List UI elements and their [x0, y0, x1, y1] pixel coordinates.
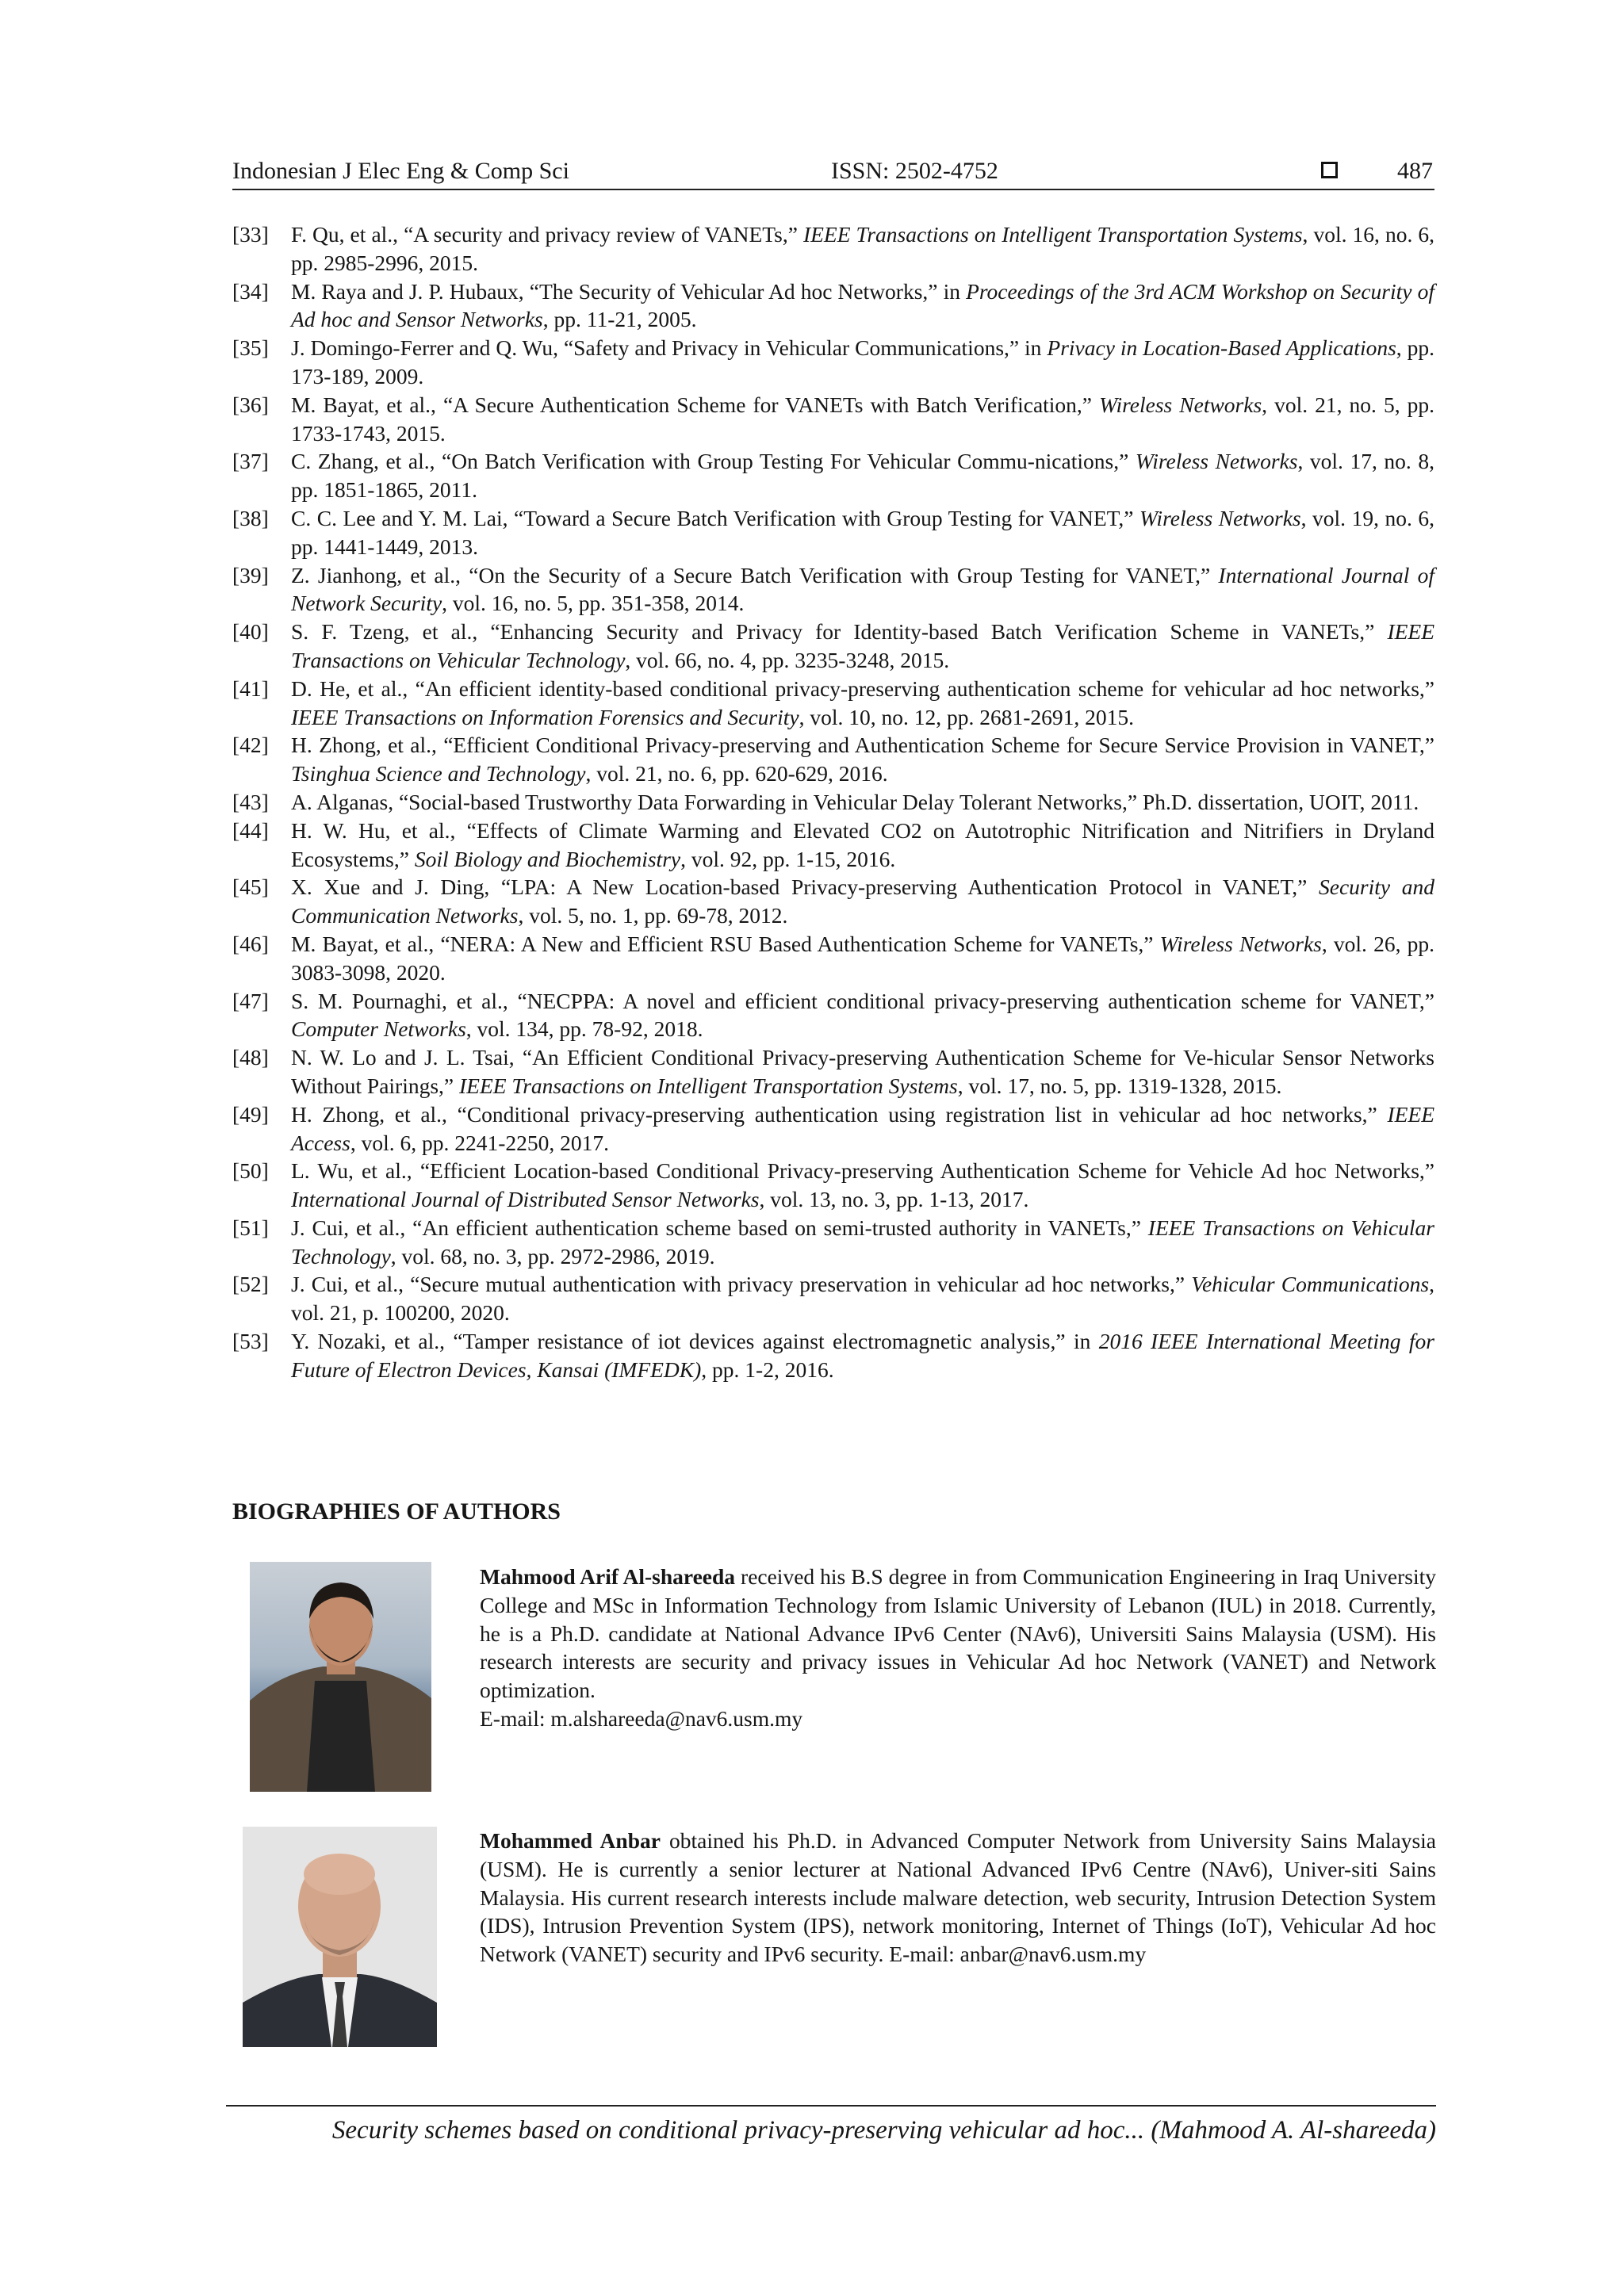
- reference-number: [44]: [232, 817, 269, 843]
- reference-text: [291, 676, 1434, 729]
- reference-venue: Wireless Networks: [1159, 931, 1322, 956]
- reference-text: [291, 790, 1419, 814]
- reference-number: [35]: [232, 335, 269, 361]
- reference-venue: Vehicular Communications: [1191, 1272, 1430, 1297]
- reference-text: [291, 1045, 1434, 1098]
- reference-text: [291, 392, 1434, 446]
- reference-item: [232, 1100, 1434, 1158]
- reference-text: [291, 874, 1434, 928]
- reference-venue: 2016 IEEE International Meeting for Future of Electron Devices, Kansai (IMFEDK): [291, 1329, 1434, 1382]
- reference-authors-title: J. Cui, et al., “Secure mutual authentication with privacy preservation in vehicular ad hoc networks,”: [291, 1272, 1192, 1297]
- reference-text: [291, 449, 1434, 502]
- reference-number: [51]: [232, 1215, 269, 1240]
- author-email: E-mail: m.alshareeda@nav6.usm.my: [480, 1705, 803, 1731]
- reference-details: , vol. 68, no. 3, pp. 2972-2986, 2019.: [390, 1243, 715, 1269]
- reference-authors-title: D. He, et al., “An efficient identity-based conditional privacy-preserving authentication scheme for vehicular ad hoc networks,”: [291, 675, 1434, 701]
- reference-number: [39]: [232, 562, 269, 587]
- reference-number: [52]: [232, 1272, 269, 1297]
- journal-name: Indonesian J Elec Eng & Comp Sci: [232, 158, 569, 184]
- reference-authors-title: F. Qu, et al., “A security and privacy review of VANETs,”: [291, 222, 803, 247]
- reference-venue: IEEE Transactions on Intelligent Transportation Systems: [802, 222, 1303, 247]
- reference-authors-title: Y. Nozaki, et al., “Tamper resistance of iot devices against electromagnetic analysis,” in: [291, 1329, 1099, 1354]
- reference-text: [291, 506, 1434, 559]
- reference-venue: Privacy in Location-Based Applications: [1047, 335, 1396, 361]
- reference-item: [232, 220, 1434, 277]
- reference-details: , pp. 1-2, 2016.: [701, 1357, 834, 1382]
- reference-item: [232, 504, 1434, 561]
- reference-item: [232, 788, 1434, 817]
- reference-number: [45]: [232, 874, 269, 900]
- footer-rule: [226, 2105, 1436, 2107]
- reference-details: , vol. 6, pp. 2241-2250, 2017.: [350, 1130, 610, 1155]
- reference-text: [291, 818, 1434, 871]
- author-bio-anbar: [480, 1827, 1436, 1969]
- reference-number: [38]: [232, 505, 269, 530]
- reference-venue: Wireless Networks: [1099, 392, 1262, 417]
- reference-venue: Wireless Networks: [1135, 449, 1298, 474]
- reference-text: [291, 279, 1434, 332]
- reference-number: [37]: [232, 449, 269, 474]
- reference-authors-title: J. Cui, et al., “An efficient authentication scheme based on semi-trusted authority in VANETs,”: [291, 1215, 1148, 1240]
- reference-number: [49]: [232, 1101, 269, 1127]
- reference-text: [291, 335, 1434, 388]
- author-name: Mohammed Anbar: [480, 1828, 661, 1853]
- reference-item: [232, 930, 1434, 987]
- running-header: [232, 151, 1434, 190]
- reference-venue: IEEE Access: [291, 1101, 1434, 1155]
- reference-item: [232, 618, 1434, 675]
- reference-authors-title: J. Domingo-Ferrer and Q. Wu, “Safety and Privacy in Vehicular Communications,” in: [291, 335, 1048, 361]
- reference-authors-title: Z. Jianhong, et al., “On the Security of a Secure Batch Verification with Group Testing for VANET,”: [291, 562, 1219, 587]
- reference-authors-title: M. Raya and J. P. Hubaux, “The Security of Vehicular Ad hoc Networks,” in: [291, 278, 967, 304]
- author-name: Mahmood Arif Al-shareeda: [480, 1564, 736, 1589]
- reference-text: [291, 563, 1434, 616]
- reference-venue: Tsinghua Science and Technology: [291, 761, 586, 786]
- reference-item: [232, 987, 1434, 1044]
- reference-details: , vol. 66, no. 4, pp. 3235-3248, 2015.: [625, 647, 950, 672]
- reference-authors-title: N. W. Lo and J. L. Tsai, “An Efficient Conditional Privacy-preserving Authentication Scheme for Ve-hicular Sensor Networks Without Pairings,”: [291, 1045, 1434, 1098]
- reference-details: , vol. 26, pp. 3083-3098, 2020.: [291, 931, 1434, 985]
- reference-text: [291, 989, 1434, 1042]
- reference-text: [291, 222, 1434, 275]
- reference-venue: Proceedings of the 3rd ACM Workshop on Security of Ad hoc and Sensor Networks: [291, 278, 1434, 332]
- reference-text: [291, 932, 1434, 985]
- reference-authors-title: H. W. Hu, et al., “Effects of Climate Warming and Elevated CO2 on Autotrophic Nitrification and Nitrifiers in Dryland Ecosystems,”: [291, 817, 1434, 871]
- reference-number: [33]: [232, 222, 269, 247]
- reference-details: , vol. 16, no. 5, pp. 351-358, 2014.: [442, 591, 745, 616]
- reference-venue: International Journal of Distributed Sensor Networks: [291, 1187, 760, 1212]
- reference-text: [291, 1158, 1434, 1211]
- reference-item: [232, 1270, 1434, 1327]
- reference-authors-title: H. Zhong, et al., “Efficient Conditional Privacy-preserving and Authentication Scheme for Secure Service Provision in VANET,”: [291, 733, 1434, 758]
- reference-text: [291, 1215, 1434, 1269]
- reference-item: [232, 873, 1434, 930]
- reference-details: , vol. 17, no. 8, pp. 1851-1865, 2011.: [291, 449, 1434, 503]
- reference-text: [291, 1272, 1434, 1325]
- running-footer: Security schemes based on conditional privacy-preserving vehicular ad hoc... (Mahmood A. Al-shareeda): [331, 2116, 1436, 2145]
- reference-details: , vol. 19, no. 6, pp. 1441-1449, 2013.: [291, 505, 1435, 559]
- reference-authors-title: S. M. Pournaghi, et al., “NECPPA: A novel and efficient conditional privacy-preserving authentication scheme for VANET,”: [291, 988, 1434, 1013]
- reference-details: , vol. 134, pp. 78-92, 2018.: [465, 1016, 703, 1042]
- reference-number: [50]: [232, 1158, 269, 1184]
- reference-text: [291, 619, 1434, 672]
- reference-item: [232, 334, 1434, 391]
- reference-number: [40]: [232, 619, 269, 645]
- reference-details: , vol. 21, no. 6, pp. 620-629, 2016.: [585, 761, 888, 786]
- reference-item: [232, 391, 1434, 448]
- reference-number: [36]: [232, 392, 269, 417]
- reference-details: , vol. 16, no. 6, pp. 2985-2996, 2015.: [291, 222, 1435, 275]
- reference-item: [232, 1327, 1434, 1384]
- reference-authors-title: C. Zhang, et al., “On Batch Verification with Group Testing For Vehicular Commu-nications,”: [291, 449, 1136, 474]
- reference-item: [232, 1214, 1434, 1271]
- reference-number: [47]: [232, 988, 269, 1013]
- reference-item: [232, 561, 1434, 618]
- reference-details: , vol. 10, no. 12, pp. 2681-2691, 2015.: [799, 704, 1135, 729]
- reference-details: , vol. 17, no. 5, pp. 1319-1328, 2015.: [957, 1073, 1282, 1098]
- reference-authors-title: X. Xue and J. Ding, “LPA: A New Location-based Privacy-preserving Authentication Protocol in VANET,”: [291, 874, 1320, 900]
- page-number: 487: [1397, 158, 1433, 184]
- reference-authors-title: C. C. Lee and Y. M. Lai, “Toward a Secure Batch Verification with Group Testing for VANET,”: [291, 505, 1140, 530]
- reference-item: [232, 1043, 1434, 1100]
- reference-number: [48]: [232, 1045, 269, 1070]
- reference-text: [291, 1329, 1434, 1382]
- author-photo-al-shareeda: [250, 1562, 431, 1792]
- reference-text: [291, 1102, 1434, 1155]
- reference-number: [46]: [232, 931, 269, 956]
- reference-number: [34]: [232, 278, 269, 304]
- reference-authors-title: L. Wu, et al., “Efficient Location-based Conditional Privacy-preserving Authentication Scheme for Vehicle Ad hoc Networks,”: [291, 1158, 1434, 1184]
- reference-venue: IEEE Transactions on Information Forensics and Security: [291, 704, 799, 729]
- reference-details: , vol. 5, no. 1, pp. 69-78, 2012.: [518, 903, 788, 928]
- reference-item: [232, 731, 1434, 788]
- reference-authors-title: M. Bayat, et al., “A Secure Authentication Scheme for VANETs with Batch Verification,”: [291, 392, 1100, 417]
- author-photo-anbar: [243, 1827, 437, 2047]
- square-bullet-icon: [1321, 162, 1338, 178]
- reference-venue: Wireless Networks: [1139, 505, 1301, 530]
- reference-details: , vol. 13, no. 3, pp. 1-13, 2017.: [759, 1187, 1029, 1212]
- reference-number: [42]: [232, 733, 269, 758]
- reference-item: [232, 447, 1434, 504]
- reference-venue: International Journal of Network Security: [291, 562, 1434, 616]
- reference-details: , pp. 11-21, 2005.: [542, 307, 697, 332]
- reference-venue: IEEE Transactions on Vehicular Technology: [291, 619, 1434, 672]
- author-bio-text: obtained his Ph.D. in Advanced Computer Network from University Sains Malaysia (USM). He is currently a senior lecturer at National Advanced IPv6 Centre (NAv6), Univer-siti Sains Malaysia. His current research interests include malware detection, web security, Intrusion Detection System (IDS), Intrusion Prevention System (IPS), network monitoring, Internet of Things (IoT), Vehicular Ad hoc Network (VANET) security and IPv6 security. E-mail: anbar@nav6.usm.my: [480, 1828, 1436, 1967]
- reference-authors-title: H. Zhong, et al., “Conditional privacy-preserving authentication using registration list in vehicular ad hoc networks,”: [291, 1101, 1388, 1127]
- reference-venue: Computer Networks: [291, 1016, 466, 1042]
- reference-authors-title: M. Bayat, et al., “NERA: A New and Efficient RSU Based Authentication Scheme for VANETs,”: [291, 931, 1160, 956]
- reference-details: , pp. 173-189, 2009.: [291, 335, 1434, 388]
- biographies-heading: BIOGRAPHIES OF AUTHORS: [232, 1498, 561, 1525]
- reference-authors-title: S. F. Tzeng, et al., “Enhancing Security and Privacy for Identity-based Batch Verification Scheme in VANETs,”: [291, 619, 1388, 645]
- reference-item: [232, 675, 1434, 732]
- reference-number: [43]: [232, 789, 269, 814]
- reference-text: [291, 733, 1434, 786]
- reference-venue: Soil Biology and Biochemistry: [414, 846, 681, 871]
- reference-number: [41]: [232, 675, 269, 701]
- author-bio-al-shareeda: [480, 1563, 1436, 1733]
- reference-item: [232, 277, 1434, 335]
- reference-authors-title: A. Alganas, “Social-based Trustworthy Data Forwarding in Vehicular Delay Tolerant Networks,” Ph.D. dissertation, UOIT, 2011.: [291, 789, 1419, 814]
- reference-details: , vol. 21, no. 5, pp. 1733-1743, 2015.: [291, 392, 1435, 446]
- issn: ISSN: 2502-4752: [831, 158, 998, 184]
- reference-list: [232, 220, 1434, 1384]
- reference-item: [232, 817, 1434, 874]
- author-bio-text: received his B.S degree in from Communication Engineering in Iraq University College and MSc in Information Technology from Islamic University of Lebanon (IUL) in 2018. Currently, he is a Ph.D. candidate at National Advance IPv6 Center (NAv6), Universiti Sains Malaysia (USM). His research interests are security and privacy issues in Vehicular Ad hoc Network (VANET) and Network optimization.: [480, 1564, 1436, 1703]
- reference-item: [232, 1157, 1434, 1214]
- reference-details: , vol. 21, p. 100200, 2020.: [291, 1272, 1434, 1326]
- reference-details: , vol. 92, pp. 1-15, 2016.: [680, 846, 896, 871]
- reference-venue: IEEE Transactions on Vehicular Technology: [291, 1215, 1434, 1269]
- reference-venue: Security and Communication Networks: [291, 874, 1434, 928]
- reference-number: [53]: [232, 1329, 269, 1354]
- reference-venue: IEEE Transactions on Intelligent Transportation Systems: [459, 1073, 958, 1098]
